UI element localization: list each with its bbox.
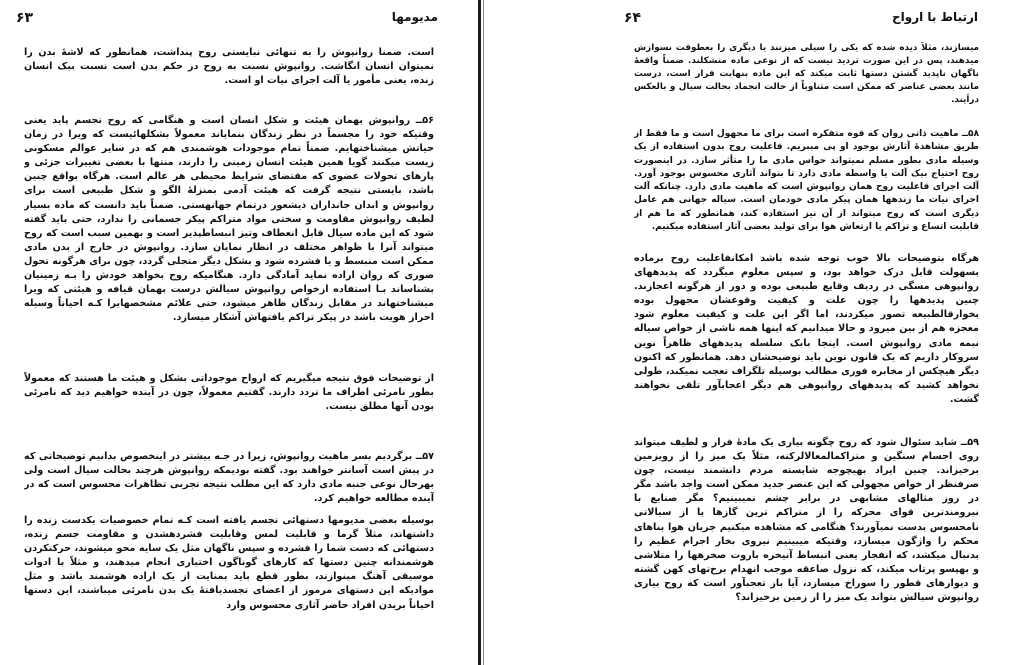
right-page-number: ۶۴	[624, 10, 642, 26]
left-paragraph-5-text: بوسیله بعضی مدیومها دستهائی تجسم یافته است کـه تمام خصوصیات یکدست زنده را داشتهاند، مثلاً گرما و قابلیت لمس وقابلیت فشردهشدن و مقاومت جسم زنده، دستهائی که دست شما را فشرده و سپس ناگهان مثل یک سایه محو میشوند، حرکتکردن هوشمندانه چنین دستها که کارهای گوناگون اختیاری انجام میدهند، و مثلاً با ادوات موسیقی آهنگ مینوازند، بطور قطع باید بمنایت از یک اراده هوشمند باشد و مثل موادیکه این دستهای مرموز از اعضای تجسدیافتهٔ یک بدن نامرئی میباشند، این دستها احیاناً بریدن افراد حاضر آثاری محسوس وارد	[24, 515, 434, 611]
left-page-header	[16, 10, 438, 30]
left-paragraph-2-text: ۵۶ــ روانپوش بهمان هیئت و شکل انسان است و هنگامی که روح تجسم پاید یعنی وقتیکه خود را مجسماً در نظر زندگان بنمایاند معمولاً بشکلهائیست که ویرا در زمان حیاتش میشناختهایم. ضمناً تمام موجودات هوشمندی هم که در سایر عوالم مسکونی زیست میکنند گویا همین هیئت انسان زمینی را دارند، منتها با بعضی تغییرات جزئی و پارهای تحولات عضوی که مقتضای شرایط محیطی هر عالم است. هرگاه بواقع چنین باشد، بایستی نتیجه گرفت که هیئت آدمی بمنزلهٔ الگو و شکل طبیعی است برای روانپوش و ابدان جانداران ذیشعور درتمام جهانهستی. ضمناً باید دانست که ماده بسیار لطیف روانپوش مقاومت و سختی مواد متراکم پیکر جسمانی را ندارد، حتی باید گفته شود که این ماده سیال قابل انعطاف وتیز انبساطپذیر است و بهمین سبب است که روح میتواند آنرا با ظواهر مختلف در انظار نمایان سازد. روانپوش در خارج از بدن مادی ممکن است منبسط و یا فشرده شود و بشکل دیگر متجلی گردد، چون برای هرگونه تحول صوری که روان اراده نماید آمادگی دارد. هنگامیکه روح بخواهد خودش را بـه زمینیان بشناساند بـا استفاده ازخواص روانپوش سیالش درست بهمان قیافه و هیئتی که ویرا میشناختهاند در مقابل زندگان ظاهر میشود، حتی علائم مشخصهایرا کـه احیاناً وسیله احراز هویت باشد در پیکر تراکم یافتهاش آشکار میسازد.	[24, 115, 434, 324]
right-page-header	[624, 10, 978, 30]
left-paragraph-5	[24, 514, 434, 634]
right-paragraph-1-text: میسازند، مثلاً دیده شده که یکی را سیلی میزنند یا دیگری را بعطوفت نسوازش میدهند، پس در این صورت تردید نیست که از نوعی ماده متشکلند. ضمناً واقعهٔ ناگهان ناپدید گشتن دستها ثابت میکند که این ماده بنهایت فرار است، درست مانند بعضی عناصر که ممکن است متناوباً از حالت انجماد بحالت سیال و بالعکس دراَیند.	[634, 43, 979, 105]
left-paragraph-1-text: است. ضمنا روانپوش را به تنهائی نبایستی روح پنداشت، همانطور که لاشهٔ بدن را نمیتوان انسان انگاشت. روانپوش نسبت به روح در حکم بدن است نسبت بیک انسان زنده، یعنی مأمور یا آلت اجرای نیات او است.	[24, 47, 434, 87]
left-paragraph-3-text: از توضیحات فوق نتیجه میگیریم که ارواح موجوداتی بشکل و هیئت ما هستند که معمولاً بطور نامرئی اطراف ما تردد دارند. گفتیم معمولاً، چون در آینده خواهیم دید که نامرئی بودن آنها مطلق نیست.	[24, 373, 434, 413]
book-spine	[478, 0, 481, 665]
right-paragraph-2-text: ۵۸ــ ماهیت ذاتی روان که قوه متفکره است برای ما مجهول است و ما فقط از طریق مشاهدهٔ آثارش بوجود او پی میبریم. فاعلیت روح بدون استفاده از یک وسیله مادی بطور مسلم نمیتواند حواس مادی ما را متأثر سازد. در اینصورت روح احتیاج بیک آلت یا واسطه مادی دارد تا بتواند آثاری محسوس بوجود آورد. آلت اجرای فاعلیت روح همان روانپوش است که ماهیت مادی دارد. چنانکه آلت اجرای نیات ما زندهها همان پیکر مادی خودمان است. سیاله جهانی هم عامل دیگری است که روح میتواند از آن نیز استفاده کند، همانطور که ما هم از قابلیت اتساع و تراکم یا ارتعاش هوا برای تولید بعضی آثار استفاده میکنیم.	[634, 129, 979, 232]
left-paragraph-4-text: ۵۷ــ برگردیم بسر ماهیت روانپوش، زیرا در جـه بیشتر در اینخصوص بدانیم توضیحاتی که در پیش است آسانتر خواهند بود. گفته بودیمکه روانپوش هرچند بحالت سیال است ولی بهرحال نوعی جنبه مادی دارد که این مطلب نتیجه تجربی تظاهرات محسوس است که در آینده مطالعه خواهیم کرد.	[24, 451, 434, 505]
left-paragraph-1	[24, 46, 434, 88]
right-paragraph-4	[634, 436, 979, 608]
left-paragraph-2	[24, 114, 434, 370]
right-paragraph-4-text: ۵۹ــ شاید سئوال شود که روح چگونه بیاری یک مادهٔ فرار و لطیف میتواند روی اجسام سنگین و متراکمالمعالالرکنه، مثلاً یک میز را از رویزمین برخیزاند. چنین ایراد بهیچوجه شایسته مردم دانشمند نیست، چون صرفنظر از خواص مجهولی که این عنصر جدید ممکن است واجد باشد مگر در روز مثالهای مشابهی در برابر چشم نمیبینیم؟ مگر صنایع با نیرومندترین قوای محرکه را از متراکم ترین گازها یا از سیالاتی نامحسوس بدست نمیآورند؟ هنگامی که مشاهده میکنیم جریان هوا بناهای محکم را واژگون میسازد، وقتیکه میبینیم نیروی بخار اجرام عظیم را بدنبال میکشد، که انفجار یعنی انبساط آنیخره باروت صخرهها را متلاشی و بهپسو پرتاب میکند، که نزول صاعقه موجب انهدام برخ‌تهای کهن گشته و دیوارهای قطور را سوراخ میسازد، آیا باز تعجبآور است که روح بیاری روانپوش سیالش بتواند یک میز را از زمین برخیزاند؟	[634, 437, 979, 604]
left-page-header-title: مدیومها	[391, 10, 438, 24]
right-page-header-title: ارتباط با ارواح	[891, 10, 978, 24]
right-paragraph-2	[634, 128, 979, 248]
right-paragraph-3-text: هرگاه بتوضیحات بالا خوب توجه شده باشد امکانفاعلیت روح برماده بسهولت قابل درک خواهد بود، و سپس معلوم میگردد که پدیدههای روانپوهی مسگی در ردیف وقایع طبیعی بوده و دور از هرگونه اعجازند. چنین پدیدهها را چون علت و کیفیت وقوعشان مجهول بوده بخوارقالطبیعه تصور میکردند، اما اگر این علت و کیفیت معلوم شود معجزه هم از بین میرود و حالا میدانیم که اینها همه ناشی از خواص سیاله نیمه مادی روانپوش است. اینجا بابک سلسله پدیدههای ظاهراً نوین سروکار داریم که یک قانون نوین باید توضیحشان دهد. همانطور که اکنون دیگر هیچکس از مخابره فوری مطالب بوسیله تلگراف تعجب نمیکند، طولی نخواهد کشید که پدیدههای روانپوهی هم دیگر اعجابآور تلقی نخواهند گشت.	[634, 253, 979, 405]
right-page	[484, 0, 1024, 665]
right-paragraph-1	[634, 42, 979, 106]
left-page	[0, 0, 478, 665]
left-paragraph-4	[24, 450, 434, 508]
right-paragraph-3	[634, 252, 979, 414]
left-paragraph-3	[24, 372, 434, 430]
left-page-number: ۶۳	[16, 10, 34, 26]
